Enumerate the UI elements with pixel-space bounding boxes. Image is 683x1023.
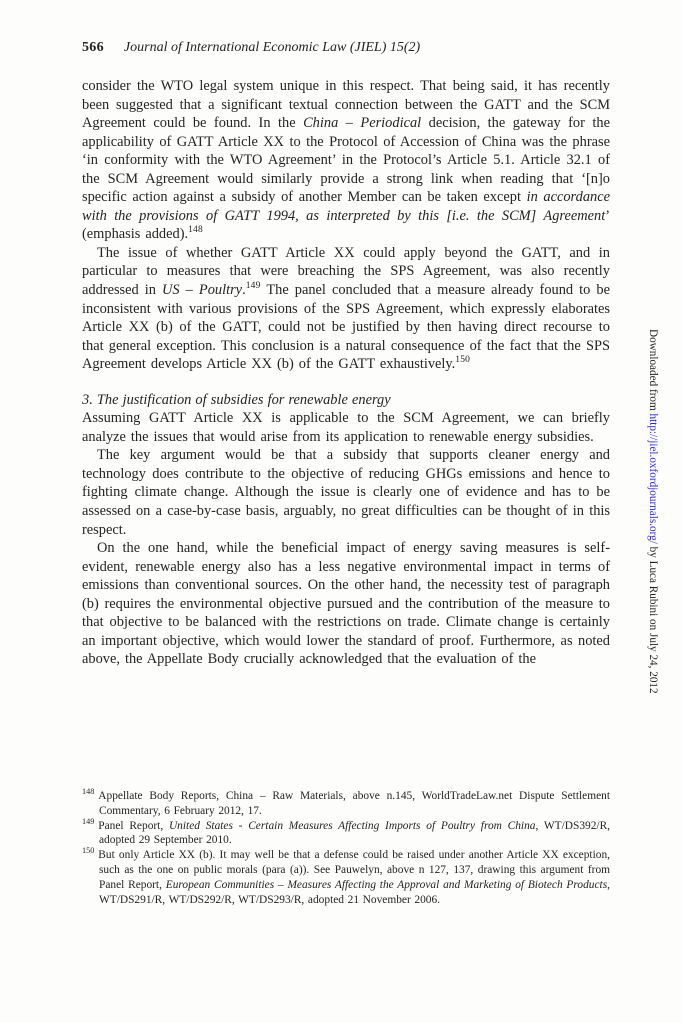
text-run: in accordance with the provisions of GATT 1994, as interpreted by this [i.e. the SCM] Agreement [82, 189, 610, 224]
journal-title: Journal of International Economic Law (JIEL) 15(2) [123, 40, 421, 55]
text-run: United States - Certain Measures Affecting Imports of Poultry from China [168, 819, 536, 832]
text-run: , WT/DS392/R, adopted 29 September 2010. [99, 819, 611, 847]
text-run: 3. The justification of subsidies for renewable energy [82, 391, 391, 408]
download-text-post: by Luca Rubini on July 24, 2012 [647, 544, 659, 694]
download-sidebar [644, 0, 661, 1023]
text-run: Assuming GATT Article XX is applicable to the SCM Agreement, we can briefly analyze the issues that would arise from its application to renewable energy subsidies. [82, 410, 610, 445]
page-header [82, 40, 610, 56]
section-heading [82, 391, 610, 410]
footnote [82, 816, 611, 849]
footnote-ref: 149 [245, 281, 261, 292]
footnote-number: 150 [82, 846, 95, 856]
paragraph [82, 539, 610, 669]
paragraph [82, 446, 610, 539]
text-run: European Communities – Measures Affecting the Approval and Marketing of Biotech Products [165, 878, 608, 891]
footnote-number: 148 [82, 787, 95, 797]
footnote-ref: 148 [188, 225, 203, 236]
text-run: US – Poultry [162, 282, 243, 299]
text-run: But only Article XX (b). It may well be that a defense could be raised under another Article XX exception, such as the one on public morals (para (a)). See Pauwelyn, above n 127, 137, drawing this argument from Panel Report, [98, 849, 610, 891]
text-run: China – Periodical [303, 115, 422, 132]
text-run: The key argument would be that a subsidy that supports cleaner energy and technology does contribute to the objective of reducing GHGs emissions and hence to fighting climate change. Although the issue is clearly one of evidence and has to be assessed on a case-by-case basis, arguably, no great difficulties can be thought of in this respect. [82, 447, 610, 538]
page-number: 566 [82, 40, 104, 55]
footnote-number: 149 [82, 816, 95, 826]
text-run: On the one hand, while the beneficial impact of energy saving measures is self-evident, renewable energy also has a less negative environmental impact in terms of emissions than conventional sources. On the other hand, the necessity test of paragraph (b) requires the environmental objective pursued and the contribution of the measure to that objective to be balanced with the restrictions on trade. Climate change is certainly an important objective, which would lower the standard of proof. Furthermore, as noted above, the Appellate Body crucially acknowledged that the evaluation of the [82, 540, 610, 668]
paragraph [82, 409, 610, 446]
text-run: Appellate Body Reports, China – Raw Materials, above n.145, WorldTradeLaw.net Dispute Settlement Commentary, 6 February 2012, 17. [98, 790, 610, 817]
text-run: consider the WTO legal system unique in this respect. That being said, it has recently been suggested that a significant textual connection between the GATT and the SCM Agreement could be found. In the [82, 78, 610, 132]
download-text-pre: Downloaded from [647, 329, 659, 414]
footnote [82, 789, 610, 819]
text-run: The issue of whether GATT Article XX could apply beyond the GATT, and in particular to measures that were breaching the SPS Agreement, was also recently addressed in [82, 244, 610, 299]
paragraph [82, 244, 610, 374]
journal-link[interactable]: http://jiel.oxfordjournals.org/ [647, 413, 659, 545]
text-run: Panel Report, [98, 819, 169, 832]
paragraph [82, 77, 610, 244]
article-body [82, 77, 610, 669]
text-run: . [242, 282, 246, 299]
text-run: , WT/DS291/R, WT/DS292/R, WT/DS293/R, adopted 21 November 2006. [99, 878, 610, 906]
footnote-list [82, 789, 610, 907]
text-run: The panel concluded that a measure already found to be inconsistent with various provisions of the SPS Agreement, which expressly elaborates Article XX (b) of the GATT, could not be justified by then having direct recourse to that general exception. This conclusion is a natural consequence of the fact that the SPS Agreement develops Article XX (b) of the GATT exhaustively. [82, 282, 610, 373]
text-run: decision, the gateway for the applicability of GATT Article XX to the Protocol of Accession of China was the phrase ‘in conformity with the WTO Agreement’ in the Protocol’s Article 5.1. Article 32.1 of the SCM Agreement would similarly provide a strong link when reading that ‘[n]o specific action against a subsidy of another Member can be taken except [82, 115, 610, 206]
text-run: ’ (emphasis added). [82, 207, 610, 243]
footnote [82, 848, 610, 907]
footnote-ref: 150 [455, 355, 471, 366]
